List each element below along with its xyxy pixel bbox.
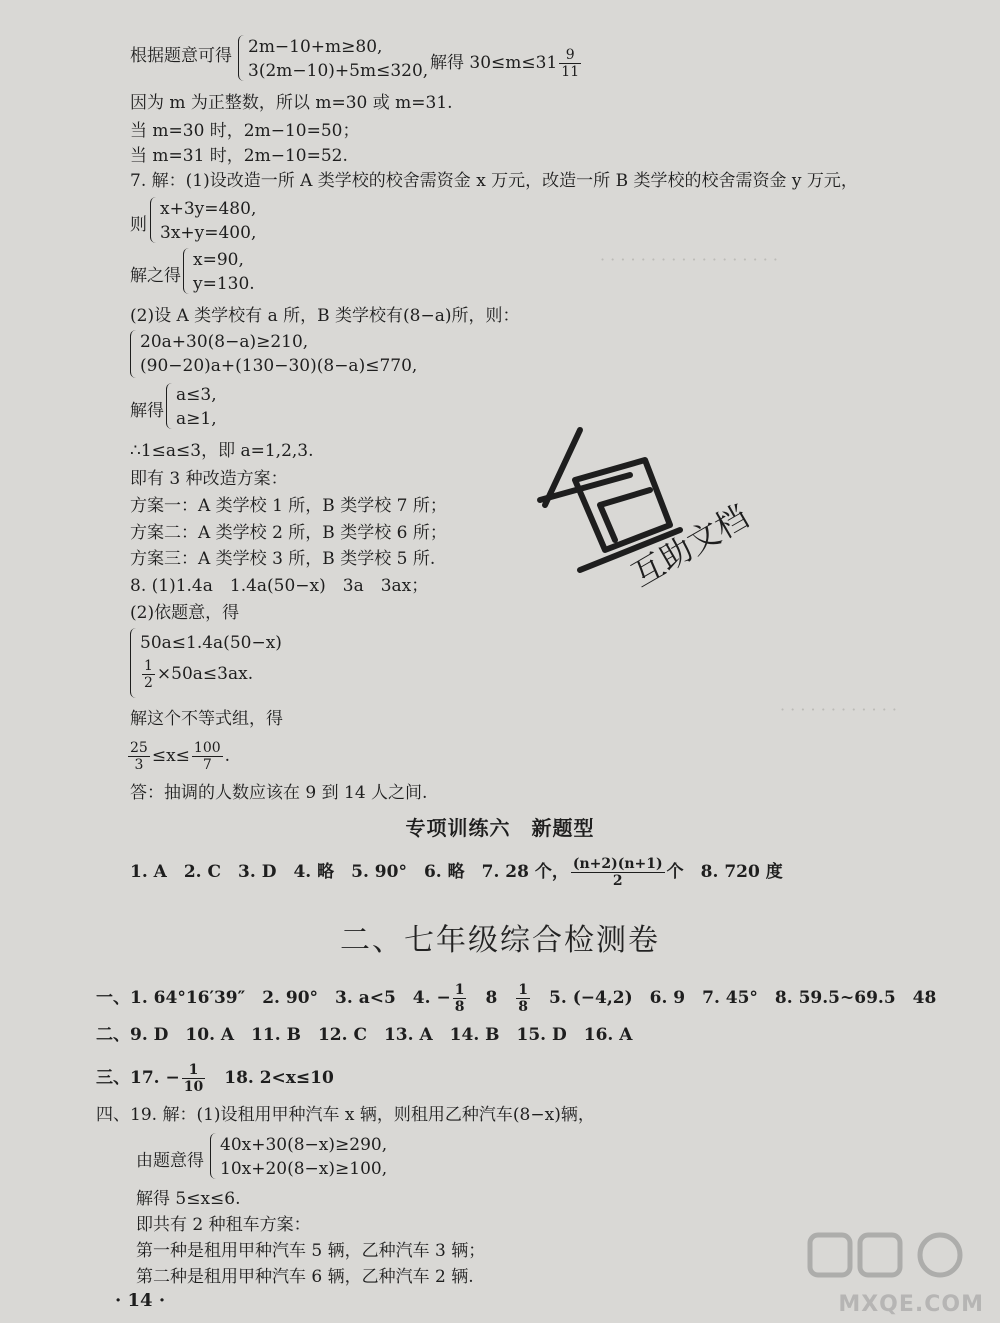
exam-line1: 解得 5≤x≤6. (136, 1189, 241, 1209)
watermark-text: MXQE.COM (838, 1292, 984, 1317)
exam-by: 由题意得 (136, 1151, 204, 1171)
q7-system4: a≤3, a≥1, (166, 383, 217, 431)
fraction: $\frac{9}{11}$ (561, 47, 580, 80)
exam-row3: 三、17. − $\frac{1}{10}$ 18. 2<x≤10 (96, 1062, 334, 1095)
stamp-icon (520, 420, 750, 640)
p1-line2: 当 m=30 时，2m−10=50； (130, 121, 360, 141)
q7-line4: 即有 3 种改造方案： (130, 469, 288, 489)
exam-row2: 二、9. D 10. A 11. B 12. C 13. A 14. B 15. D 16. A (96, 1025, 633, 1045)
fraction: $\frac{100}{7}$ (193, 740, 221, 773)
p1-line1: 因为 m 为正整数，所以 m=30 或 m=31. (130, 93, 453, 113)
q8-line2: (2)依题意，得 (130, 603, 240, 623)
exam-row4: 四、19. 解：(1)设租用甲种汽车 x 辆，则租用乙种汽车(8−x)辆， (96, 1105, 595, 1125)
watermark-logo (790, 1227, 990, 1317)
q7-system1: x+3y=480, 3x+y=400, (150, 197, 256, 245)
p1-solution: 解得 30≤m≤31 $\frac{9}{11}$ (430, 47, 580, 80)
q7-solve: 解之得 (130, 266, 181, 286)
sec6-answers: 1. A 2. C 3. D 4. 略 5. 90° 6. 略 7. 28 个， $\frac{(n+2)(n+1)}{2}$ 个 8. 720 度 (130, 856, 783, 889)
q7-line1: 7. 解：(1)设改造一所 A 类学校的校舍需资金 x 万元，改造一所 B 类学校的校舍需资金 y 万元， (130, 171, 858, 191)
exam-title: 二、七年级综合检测卷 (340, 923, 660, 958)
exam-line3: 第一种是租用甲种汽车 5 辆，乙种汽车 3 辆； (136, 1241, 486, 1261)
fraction: $\frac{1}{10}$ (183, 1062, 204, 1095)
q8-solution: $\frac{25}{3}$ ≤x≤ $\frac{100}{7}$ . (130, 740, 231, 773)
q7-line5: 方案一：A 类学校 1 所，B 类学校 7 所； (130, 496, 447, 516)
answer-logo-icon (790, 1227, 990, 1297)
q7-line3: ∴1≤a≤3，即 a=1,2,3. (130, 441, 314, 461)
page-number: · 14 · (115, 1290, 166, 1311)
stamp-logo (520, 420, 750, 640)
bleed-through-text: · · · · · · · · · · · · (780, 700, 897, 719)
q7-line2: (2)设 A 类学校有 a 所，B 类学校有(8−a)所，则： (130, 306, 520, 326)
exam-line2: 即共有 2 种租车方案： (136, 1215, 311, 1235)
q7-then: 则 (130, 215, 147, 235)
q7-solve2: 解得 (130, 401, 164, 421)
fraction: $\frac{1}{8}$ (454, 982, 465, 1015)
q8-line3: 解这个不等式组，得 (130, 709, 283, 729)
exam-row1: 一、1. 64°16′39″ 2. 90° 3. a<5 4. − $\frac{1}{8}$ 8 $\frac{1}{8}$ 5. (−4,2) 6. 9 7. 45° 8. 59.5~69.5 48 (96, 982, 937, 1015)
q8-system: 50a≤1.4a(50−x) $\frac{1}{2}$ ×50a≤3ax. (130, 628, 282, 691)
fraction: $\frac{1}{2}$ (144, 658, 153, 691)
section-title-6: 专项训练六 新题型 (405, 816, 595, 840)
q8-line4: 答：抽调的人数应该在 9 到 14 人之间. (130, 783, 428, 803)
exam-system: 40x+30(8−x)≥290, 10x+20(8−x)≥100, (210, 1133, 387, 1181)
p1-system: 2m−10+m≥80, 3(2m−10)+5m≤320, (238, 35, 428, 83)
svg-text:互助文档: 互助文档 (625, 497, 750, 595)
fraction: $\frac{1}{8}$ (518, 982, 529, 1015)
q8-line1: 8. (1)1.4a 1.4a(50−x) 3a 3ax； (130, 576, 429, 596)
fraction: $\frac{(n+2)(n+1)}{2}$ (572, 856, 663, 889)
bleed-through-text: · · · · · · · · · · · · · · · · · · (600, 250, 779, 269)
q7-line7: 方案三：A 类学校 3 所，B 类学校 5 所. (130, 549, 436, 569)
q7-system3: 20a+30(8−a)≥210, (90−20)a+(130−30)(8−a)≤770, (130, 330, 417, 378)
q7-system2: x=90, y=130. (183, 248, 255, 296)
exam-line4: 第二种是租用甲种汽车 6 辆，乙种汽车 2 辆. (136, 1267, 474, 1287)
fraction: $\frac{25}{3}$ (130, 740, 148, 773)
q7-line6: 方案二：A 类学校 2 所，B 类学校 6 所； (130, 523, 447, 543)
p1-line3: 当 m=31 时，2m−10=52. (130, 146, 348, 166)
p1-intro: 根据题意可得 (130, 46, 232, 66)
